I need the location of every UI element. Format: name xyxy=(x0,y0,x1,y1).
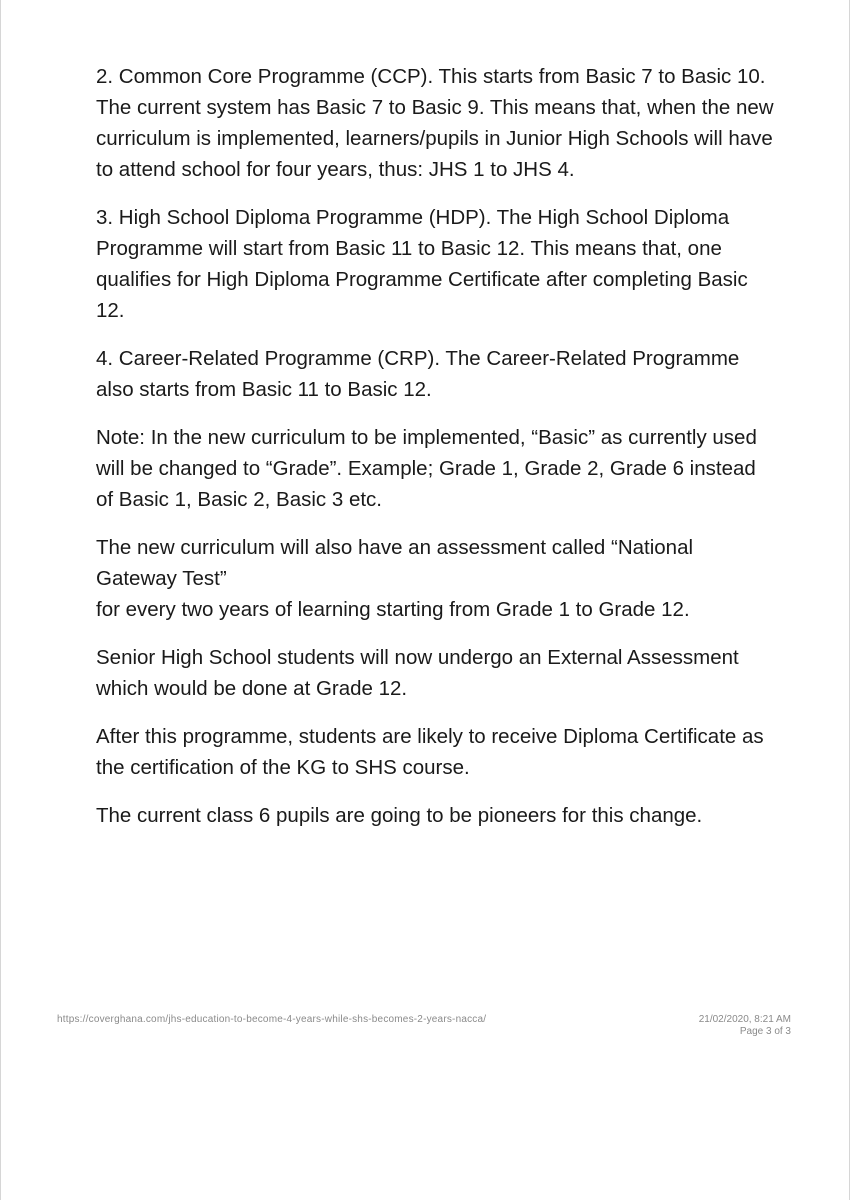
footer-datetime: 21/02/2020, 8:21 AM xyxy=(698,1014,791,1025)
paragraph-gateway-test: The new curriculum will also have an assessment called “National Gateway Test” for every two years of learning starting from Grade 1 to Grade 12. xyxy=(96,536,694,621)
paragraph-crp: 4. Career-Related Programme (CRP). The Career-Related Programme also starts from Basic 11 to Basic 12. xyxy=(96,347,740,401)
paragraph-hdp: 3. High School Diploma Programme (HDP). The High School Diploma Programme will start from Basic 11 to Basic 12. This means that, one qualifies for High Diploma Programme Certificate after completing Basic 12. xyxy=(96,206,748,322)
paragraph-external-assessment: Senior High School students will now undergo an External Assessment which would be done at Grade 12. xyxy=(96,646,739,700)
paragraph-ccp: 2. Common Core Programme (CCP). This starts from Basic 7 to Basic 10. The current system has Basic 7 to Basic 9. This means that, when the new curriculum is implemented, learners/pupils in Junior High Schools will have to attend school for four years, thus: JHS 1 to JHS 4. xyxy=(96,65,774,181)
article-body xyxy=(96,61,776,848)
footer-page-number: Page 3 of 3 xyxy=(739,1026,791,1037)
paragraph-diploma: After this programme, students are likely to receive Diploma Certificate as the certification of the KG to SHS course. xyxy=(96,725,764,779)
footer-meta xyxy=(699,1014,791,1038)
footer-source-url[interactable]: https://coverghana.com/jhs-education-to-become-4-years-while-shs-becomes-2-years-nacca/ xyxy=(57,1014,487,1025)
paragraph-pioneers: The current class 6 pupils are going to be pioneers for this change. xyxy=(96,804,703,827)
paragraph-note: Note: In the new curriculum to be implemented, “Basic” as currently used will be changed to “Grade”. Example; Grade 1, Grade 2, Grade 6 instead of Basic 1, Basic 2, Basic 3 etc. xyxy=(96,426,757,511)
